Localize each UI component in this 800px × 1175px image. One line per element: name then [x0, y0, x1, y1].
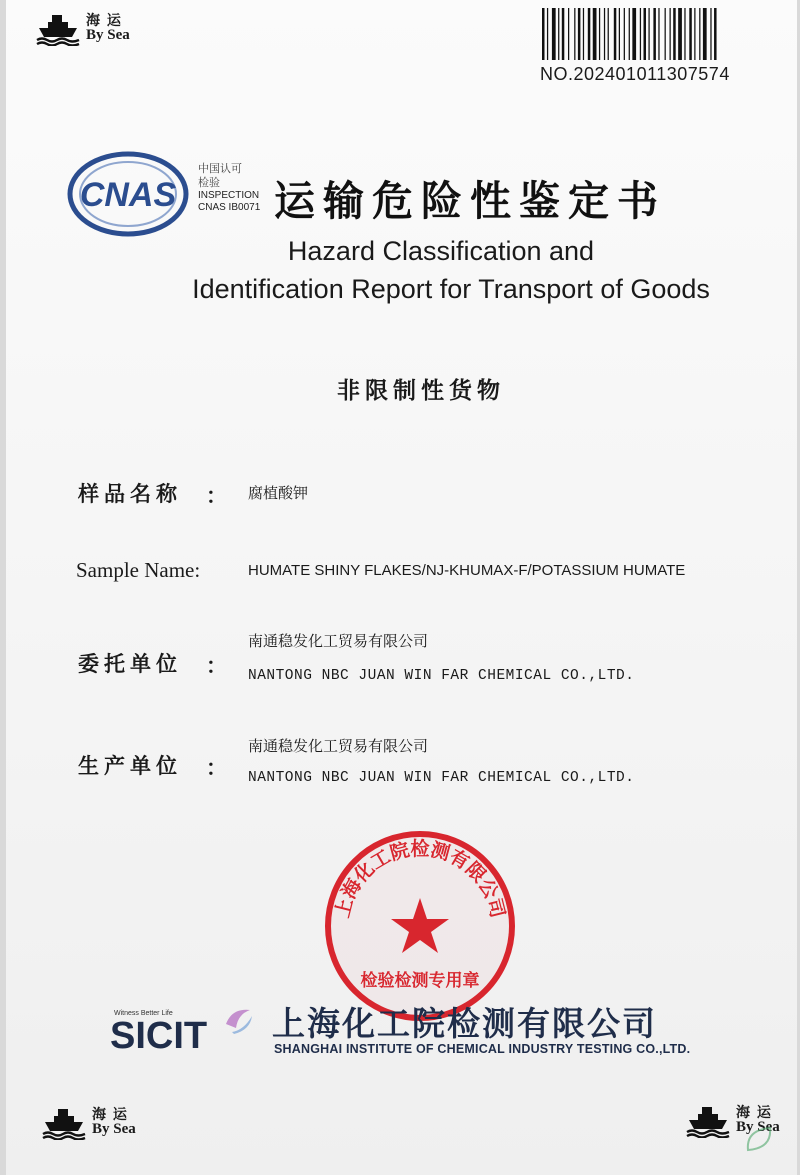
producer-label: 生产单位 — [78, 754, 182, 778]
ship-icon — [42, 1106, 86, 1140]
sicit-tagline: Witness Better Life — [114, 1010, 173, 1017]
barcode-bar — [593, 8, 597, 60]
barcode-bar — [588, 8, 591, 60]
barcode-bar — [614, 8, 617, 60]
cnas-accreditation-text — [198, 162, 260, 215]
shipping-mark-en: By Sea — [92, 1121, 136, 1138]
barcode-bar — [574, 8, 575, 60]
barcode-bar — [599, 8, 600, 60]
cnas-line-3: INSPECTION — [198, 189, 260, 201]
report-number: NO.202401011307574 — [540, 64, 730, 84]
barcode-bar — [653, 8, 656, 60]
ship-icon — [686, 1104, 730, 1138]
seal-bottom-text: 检验检测专用章 — [360, 971, 480, 991]
barcode-bar — [703, 8, 707, 60]
barcode-bar — [604, 8, 605, 60]
title-chinese: 运输危险性鉴定书 — [274, 177, 666, 225]
shipping-mark-top-left — [36, 12, 130, 46]
barcode-icon — [540, 8, 780, 62]
producer-name-cn: 南通稳发化工贸易有限公司 — [248, 737, 429, 755]
barcode-bar — [608, 8, 609, 60]
barcode-bar — [547, 8, 548, 60]
barcode-bar — [542, 8, 545, 60]
shipping-mark-cn: 海 运 — [92, 1106, 128, 1123]
barcode-bar — [568, 8, 569, 60]
barcode-bar — [632, 8, 636, 60]
cnas-line-2: 检验 — [198, 175, 220, 189]
client-name-en: NANTONG NBC JUAN WIN FAR CHEMICAL CO.,LTD. — [248, 668, 635, 684]
shipping-mark-en: By Sea — [86, 27, 130, 44]
barcode-bar — [673, 8, 676, 60]
shipping-mark-cn: 海 运 — [736, 1104, 772, 1121]
cnas-logo-text: CNAS — [79, 176, 177, 214]
barcode-bar — [678, 8, 682, 60]
sample-name-label-cn: 样品名称 — [78, 482, 182, 506]
goods-category: 非限制性货物 — [337, 378, 505, 404]
sample-name-label-en: Sample Name: — [76, 558, 201, 582]
sample-name-colon: ： — [206, 484, 227, 508]
producer-name-en: NANTONG NBC JUAN WIN FAR CHEMICAL CO.,LTD. — [248, 770, 635, 786]
client-colon: ： — [206, 654, 227, 678]
title-english-line-2: Identification Report for Transport of Goods — [192, 274, 710, 304]
barcode-bar — [583, 8, 584, 60]
sample-name-value-cn: 腐植酸钾 — [248, 484, 309, 502]
sample-name-value-en: HUMATE SHINY FLAKES/NJ-KHUMAX-F/POTASSIUM HUMATE — [248, 562, 686, 579]
client-name-cn: 南通稳发化工贸易有限公司 — [248, 632, 429, 650]
official-seal — [320, 826, 520, 1026]
barcode-bar — [619, 8, 620, 60]
shipping-mark-bottom-left — [42, 1106, 136, 1140]
barcode-bar — [689, 8, 692, 60]
barcode-bar — [640, 8, 641, 60]
corner-leaf-icon — [740, 1120, 780, 1160]
ship-icon — [36, 12, 80, 46]
barcode-bar — [670, 8, 671, 60]
title-english-line-1: Hazard Classification and — [287, 236, 595, 266]
cnas-logo — [66, 150, 196, 240]
sicit-logo-word: SICIT — [110, 1015, 208, 1057]
barcode-bar — [665, 8, 666, 60]
client-label: 委托单位 — [78, 652, 182, 676]
barcode-bar — [624, 8, 625, 60]
barcode-bar — [629, 8, 630, 60]
seal-ring-text: 上海化工院检测有限公司 — [331, 838, 509, 921]
sicit-logo — [110, 1010, 207, 1055]
cnas-line-4: CNAS IB0071 — [198, 202, 261, 213]
barcode-bar — [658, 8, 659, 60]
barcode-bar — [694, 8, 695, 60]
cnas-emblem-icon — [66, 150, 196, 240]
company-name-cn: 上海化工院检测有限公司 — [272, 1004, 657, 1043]
barcode-bar — [558, 8, 559, 60]
barcode-bar — [552, 8, 556, 60]
barcode-bar — [714, 8, 717, 60]
sicit-swirl-icon — [222, 1004, 256, 1038]
barcode-bar — [684, 8, 685, 60]
shipping-mark-cn: 海 运 — [86, 12, 122, 29]
report-barcode — [540, 8, 780, 85]
barcode-bar — [644, 8, 647, 60]
barcode-bar — [699, 8, 700, 60]
barcode-bar — [648, 8, 649, 60]
shipping-mark-en: By Sea — [736, 1119, 780, 1136]
barcode-bar — [578, 8, 581, 60]
barcode-bar — [562, 8, 565, 60]
cnas-line-1: 中国认可 — [198, 162, 242, 175]
producer-colon: ： — [206, 756, 227, 780]
company-name-en: SHANGHAI INSTITUTE OF CHEMICAL INDUSTRY TESTING CO.,LTD. — [274, 1042, 691, 1056]
barcode-bar — [710, 8, 711, 60]
seal-stamp-icon — [320, 826, 520, 1026]
